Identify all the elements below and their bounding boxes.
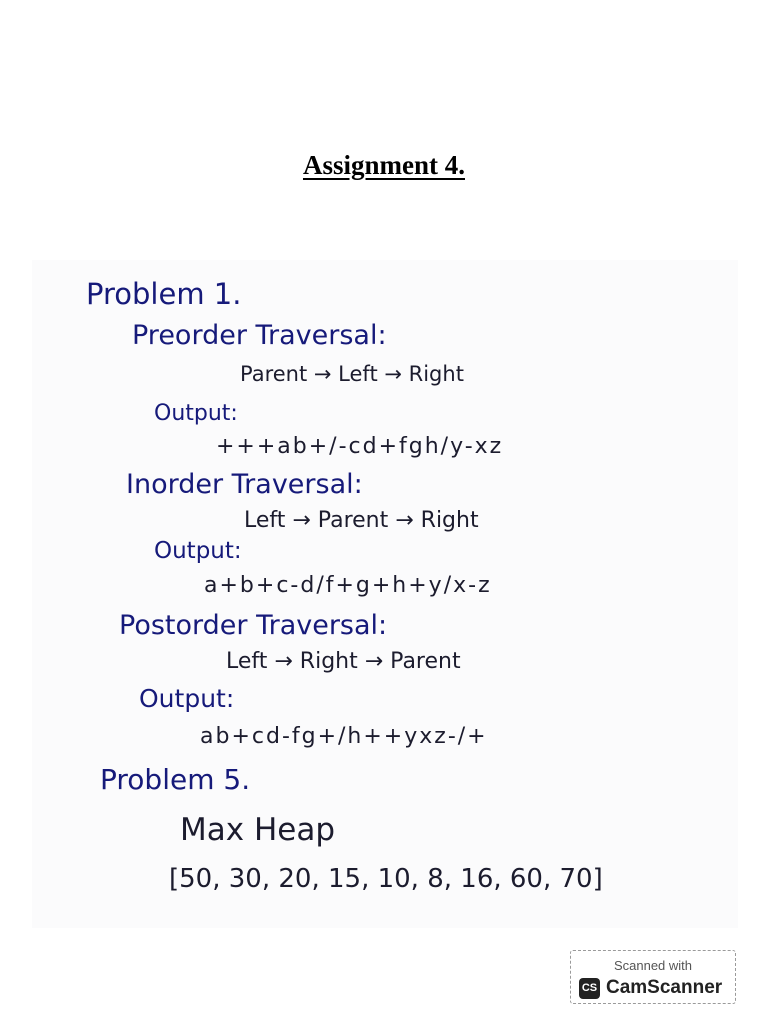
problem-5-heading: Problem 5. (100, 763, 251, 796)
postorder-sequence: Left → Right → Parent (226, 649, 461, 674)
preorder-output-label: Output: (154, 401, 238, 426)
postorder-output: ab+cd-fg+/h++yxz-/+ (200, 724, 488, 749)
inorder-heading: Inorder Traversal: (126, 469, 363, 500)
postorder-heading: Postorder Traversal: (119, 610, 388, 641)
preorder-heading: Preorder Traversal: (132, 320, 387, 351)
camscanner-brand: CamScanner (606, 977, 723, 998)
inorder-output: a+b+c-d/f+g+h+y/x-z (204, 573, 492, 598)
max-heap-heading: Max Heap (180, 812, 335, 848)
preorder-output: +++ab+/-cd+fgh/y-xz (216, 434, 504, 459)
postorder-output-label: Output: (139, 684, 235, 713)
camscanner-watermark (570, 950, 736, 1004)
max-heap-array: [50, 30, 20, 15, 10, 8, 16, 60, 70] (169, 864, 603, 894)
scanned-with-text: Scanned with (613, 958, 693, 973)
handwritten-scan (32, 260, 738, 928)
camscanner-logo-icon: CS (579, 978, 600, 999)
inorder-sequence: Left → Parent → Right (244, 508, 479, 533)
preorder-sequence: Parent → Left → Right (240, 362, 464, 386)
document-title: Assignment 4. (302, 150, 465, 180)
inorder-output-label: Output: (154, 538, 242, 564)
problem-1-heading: Problem 1. (86, 277, 242, 311)
